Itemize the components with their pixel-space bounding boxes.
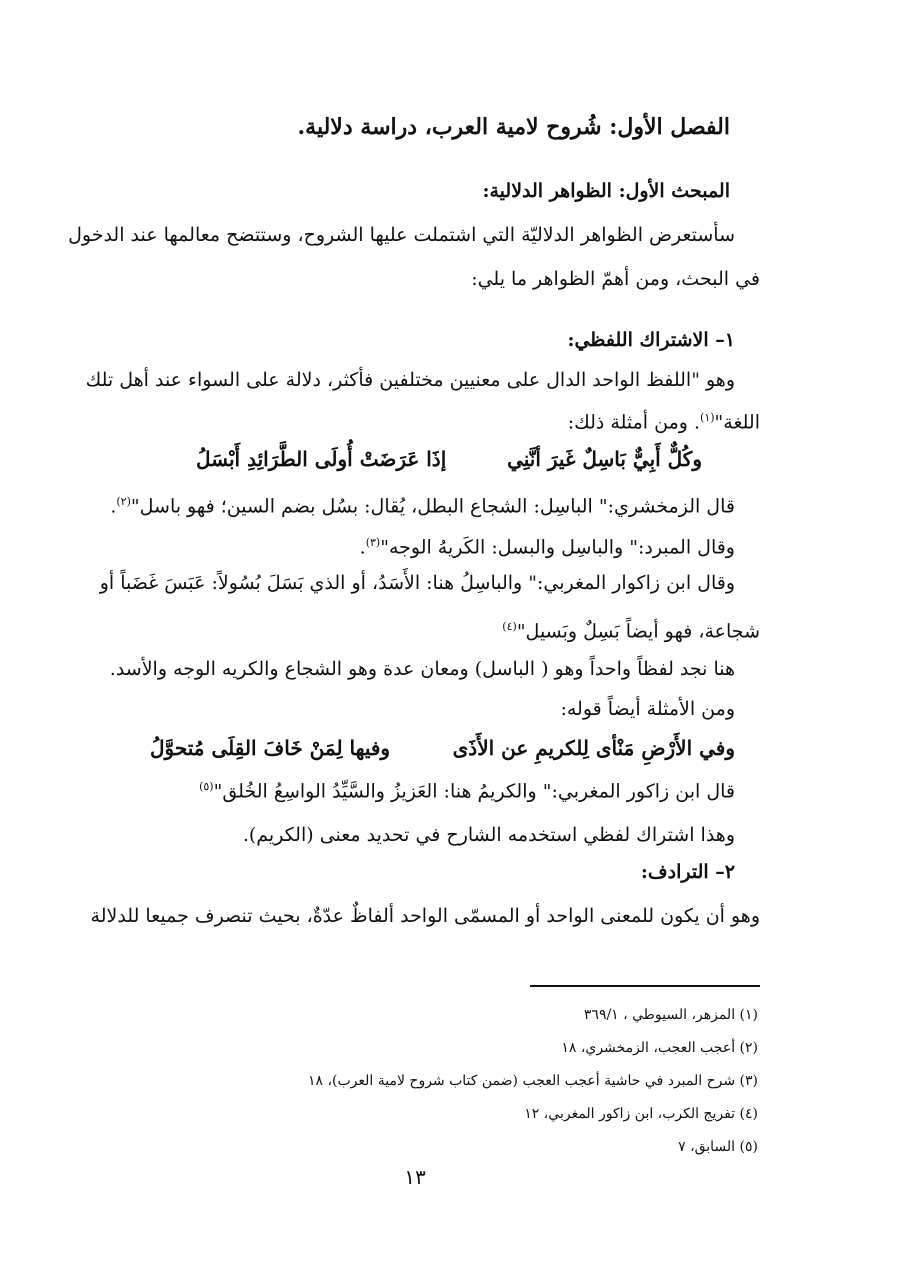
quote-zakour-karim [150,772,735,806]
quote-zakour-line-1: وقال ابن زاكوار المغربي:" والباسِلُ هنا: الأَسَدُ، أو الذي بَسَلَ بُسُولاً: عَبَسَ غَضَباً أو [99,572,735,594]
subsection-1-title: ١– الاشتراك اللفظي: [567,329,735,351]
footnote-4: (٤) تفريج الكرب، ابن زاكور المغربي، ١٢ [524,1106,758,1122]
chapter-title: الفصل الأول: شُروح لامية العرب، دراسة دلالية. [297,114,730,140]
quote-zamakhshari-text: قال الزمخشري:" الباسِل: الشجاع البطل، يُقال: بسُل بضم السين؛ فهو باسل" [130,495,735,518]
intro-line-1: سأستعرض الظواهر الدلاليّة التي اشتملت عليها الشروح، وستتضح معالمها عند الدخول [68,224,735,246]
page-number: ١٣ [404,1165,426,1189]
footnote-ref-5: (٥) [199,780,214,793]
quote-zakour-karim-text: قال ابن زاكور المغربي:" والكريمُ هنا: العَزيزُ والسَّيِّدُ الواسِعُ الخُلق" [213,780,735,803]
footnote-ref-2: (٢) [116,495,131,508]
definition-line-2 [150,403,760,437]
quote-zakour-text: شجاعة، فهو أيضاً بَسِلٌ وبَسيل" [516,620,760,643]
quote-zamakhshari: قال الزمخشري:" الباسِل: الشجاع البطل، يُقال: بسُل بضم السين؛ فهو باسل"$^{(٢)}$. [110,495,735,518]
definition-line-1: وهو "اللفظ الواحد الدال على معنيين مختلفين فأكثر، دلالة على السواء عند أهل تلك [85,369,735,391]
summary-line: هنا نجد لفظاً واحداً وهو ( الباسل) ومعان عدة وهو الشجاع والكريه الوجه والأسد. [109,658,735,680]
verse-1-second-hemistich: إذَا عَرَضَتْ أُولَى الطَّرَائِدِ أَبْسَلُ [196,447,447,471]
synonymy-line-1: وهو أن يكون للمعنى الواحد أو المسمّى الواحد ألفاظٌ عدّةٌ، بحيث تنصرف جميعا للدلالة [90,905,760,927]
footnote-5: (٥) السابق، ٧ [678,1139,758,1155]
examples-intro: . ومن أمثلة ذلك: [567,411,701,434]
footnote-1: (١) المزهر، السيوطي ، ٣٦٩/١ [583,1007,758,1023]
footnote-3: (٣) شرح المبرد في حاشية أعجب العجب (ضمن كتاب شروح لامية العرب)، ١٨ [308,1073,758,1089]
intro-line-2: في البحث، ومن أهمّ الظواهر ما يلي: [471,268,760,290]
footnote-2: (٢) أعجب العجب، الزمخشري، ١٨ [561,1040,758,1056]
conclusion-line: وهذا اشتراك لفظي استخدمه الشارح في تحديد معنى (الكريم). [242,824,735,846]
more-examples-line: ومن الأمثلة أيضاً قوله: [560,698,735,720]
definition-text: اللغة" [714,411,760,434]
quote-zakour-line-2 [150,612,760,646]
verse-2-second-hemistich: وفيها لِمَنْ خَافَ القِلَى مُتحوَّلُ [150,736,391,760]
verse-1-first-hemistich: وكُلٌّ أَبِيٌّ بَاسِلٌ غَيرَ أنَّنِي [507,447,702,471]
subsection-2-title: ٢– الترادف: [640,861,735,883]
section-title: المبحث الأول: الظواهر الدلالية: [482,180,730,202]
verse-2-first-hemistich: وفي الأَرْضِ مَنْأى لِلكريمِ عن الأَذَى [452,736,735,760]
quote-mubarrad: وقال المبرد:" والباسِل والبسل: الكَريهُ الوجه"$^{(٣)}$. [359,536,735,559]
footnote-ref-3: (٣) [365,536,381,549]
footnote-separator [530,985,760,987]
quote-mubarrad-text: وقال المبرد:" والباسِل والبسل: الكَريهُ الوجه" [380,536,735,559]
footnote-ref-4: (٤) [502,620,517,633]
footnote-ref-1: (١) [700,411,715,424]
